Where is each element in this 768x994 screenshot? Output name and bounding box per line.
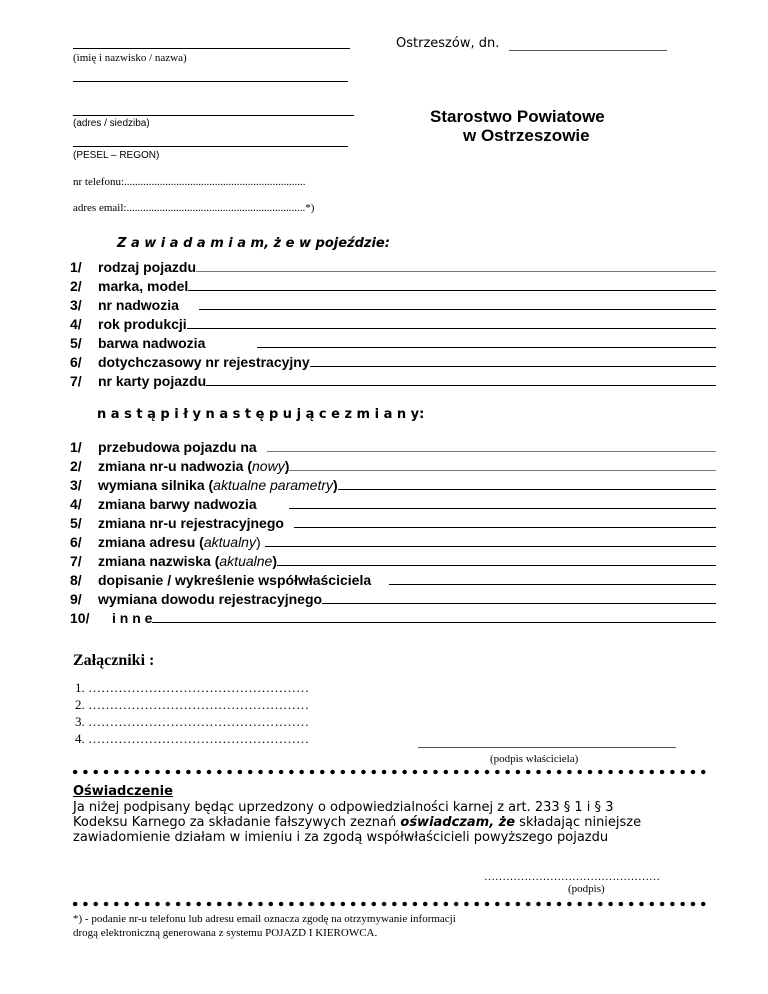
field-number: 9/ <box>70 591 82 607</box>
field-number: 3/ <box>70 297 82 313</box>
field-line[interactable] <box>289 507 716 509</box>
changes-heading: n a s t ą p i ł y n a s t ę p u j ą c e z m i a n y: <box>97 407 425 422</box>
change-field-row[interactable] <box>70 551 716 569</box>
attachment-item[interactable]: 1. …………………………………………… <box>75 680 309 695</box>
field-label: przebudowa pojazdu na <box>98 439 257 455</box>
attachment-item[interactable]: 2. …………………………………………… <box>75 697 309 712</box>
field-number: 4/ <box>70 316 82 332</box>
field-label: rok produkcji <box>98 316 187 332</box>
change-field-row[interactable] <box>70 608 716 626</box>
field-label: zmiana adresu ( <box>98 534 204 550</box>
field-number: 1/ <box>70 439 82 455</box>
field-line[interactable] <box>206 384 716 386</box>
field-line[interactable] <box>188 289 716 291</box>
signature-caption: (podpis) <box>568 883 605 895</box>
declaration-line-1: Ja niżej podpisany będąc uprzedzony o odpowiedzialności karnej z art. 233 § 1 i § 3 <box>73 800 614 815</box>
field-label: nr karty pojazdu <box>98 373 207 389</box>
footnote-line-1: *) - podanie nr-u telefonu lub adresu email oznacza zgodę na otrzymywanie informacji <box>73 913 456 925</box>
location-date-label: Ostrzeszów, dn. <box>396 36 500 51</box>
field-number: 6/ <box>70 354 82 370</box>
dotted-divider <box>70 768 710 776</box>
field-label-suffix: ) <box>272 553 277 569</box>
change-field-row[interactable] <box>70 570 716 588</box>
vehicle-field-row[interactable] <box>70 276 716 294</box>
name-field-line[interactable] <box>73 48 350 49</box>
email-field[interactable]: adres email:.................................................................*) <box>73 202 315 214</box>
field-label: zmiana nr-u nadwozia ( <box>98 458 253 474</box>
owner-signature-line[interactable] <box>418 747 676 748</box>
field-label: zmiana nazwiska ( <box>98 553 220 569</box>
vehicle-field-row[interactable] <box>70 314 716 332</box>
footnote-line-2: drogą elektroniczną generowana z systemu POJAZD I KIEROWCA. <box>73 927 378 939</box>
field-line[interactable] <box>265 545 716 547</box>
field-line[interactable] <box>152 621 716 623</box>
field-label-italic: aktualne <box>219 553 273 569</box>
date-field-line[interactable] <box>509 50 667 51</box>
field-label-suffix: ) <box>333 477 338 493</box>
field-number: 7/ <box>70 373 82 389</box>
field-line[interactable] <box>267 450 716 452</box>
field-label: nr nadwozia <box>98 297 179 313</box>
name-field-line-2[interactable] <box>73 81 348 82</box>
field-line[interactable] <box>289 469 716 471</box>
dotted-divider <box>70 900 710 908</box>
signature-dots[interactable]: ………………………………………… <box>484 871 660 883</box>
field-label: i n n e <box>112 610 153 626</box>
declaration-line-2-end: składając niniejsze <box>515 815 642 830</box>
field-label: zmiana nr-u rejestracyjnego <box>98 515 284 531</box>
vehicle-field-row[interactable] <box>70 295 716 313</box>
field-line[interactable] <box>294 526 716 528</box>
field-line[interactable] <box>338 488 716 490</box>
pesel-field-line[interactable] <box>73 146 348 147</box>
vehicle-field-row[interactable] <box>70 257 716 275</box>
name-caption: (imię i nazwisko / nazwa) <box>73 52 187 64</box>
declaration-emphasis: oświadczam, że <box>400 815 516 830</box>
field-label: dopisanie / wykreślenie współwłaściciela <box>98 572 372 588</box>
field-label-italic: nowy <box>252 458 285 474</box>
attachment-item[interactable]: 3. …………………………………………… <box>75 714 309 729</box>
field-label: rodzaj pojazdu <box>98 259 196 275</box>
field-label-suffix: ) <box>255 534 261 550</box>
change-field-row[interactable] <box>70 475 716 493</box>
field-number: 6/ <box>70 534 82 550</box>
declaration-line-2 <box>73 815 641 830</box>
field-label-italic: aktualny <box>203 534 256 550</box>
field-number: 1/ <box>70 259 82 275</box>
pesel-caption: (PESEL – REGON) <box>73 150 160 161</box>
change-field-row[interactable] <box>70 456 716 474</box>
owner-signature-caption: (podpis właściciela) <box>490 753 579 765</box>
recipient-line-2: w Ostrzeszowie <box>463 126 590 145</box>
field-line[interactable] <box>277 564 716 566</box>
field-line[interactable] <box>322 602 716 604</box>
change-field-row[interactable] <box>70 437 716 455</box>
field-label: zmiana barwy nadwozia <box>98 496 257 512</box>
field-number: 3/ <box>70 477 82 493</box>
address-caption: (adres / siedziba) <box>73 118 150 129</box>
declaration-line-2-start: Kodeksu Karnego za składanie fałszywych zeznań <box>73 815 401 830</box>
field-label-italic: aktualne parametry <box>213 477 334 493</box>
change-field-row[interactable] <box>70 513 716 531</box>
field-label: marka, model <box>98 278 189 294</box>
field-label: dotychczasowy nr rejestracyjny <box>98 354 310 370</box>
field-line[interactable] <box>196 270 716 272</box>
notice-heading: Z a w i a d a m i a m, ż e w pojeździe: <box>117 236 390 251</box>
field-number: 4/ <box>70 496 82 512</box>
field-line[interactable] <box>187 327 716 329</box>
recipient-line-1: Starostwo Powiatowe <box>430 107 605 126</box>
change-field-row[interactable] <box>70 589 716 607</box>
field-line[interactable] <box>389 583 716 585</box>
field-line[interactable] <box>257 346 716 348</box>
field-label-suffix: ) <box>284 458 290 474</box>
attachment-item[interactable]: 4. …………………………………………… <box>75 731 309 746</box>
change-field-row[interactable] <box>70 494 716 512</box>
field-number: 2/ <box>70 458 82 474</box>
field-number: 5/ <box>70 335 82 351</box>
field-number: 7/ <box>70 553 82 569</box>
field-line[interactable] <box>199 308 716 310</box>
declaration-line-3: zawiadomienie działam w imieniu i za zgodą współwłaścicieli powyższego pojazdu <box>73 830 609 845</box>
field-label: wymiana silnika ( <box>98 477 214 493</box>
field-number: 8/ <box>70 572 82 588</box>
vehicle-field-row[interactable] <box>70 333 716 351</box>
field-number: 5/ <box>70 515 82 531</box>
field-label: barwa nadwozia <box>98 335 206 351</box>
change-field-row[interactable] <box>70 532 716 550</box>
attachments-heading: Załączniki : <box>73 652 155 669</box>
declaration-heading: Oświadczenie <box>73 784 173 799</box>
field-number: 2/ <box>70 278 82 294</box>
phone-field[interactable]: nr telefonu:.................................................................. <box>73 176 306 188</box>
field-line[interactable] <box>310 365 716 367</box>
vehicle-field-row[interactable] <box>70 352 716 370</box>
vehicle-field-row[interactable] <box>70 371 716 389</box>
field-label: wymiana dowodu rejestracyjnego <box>98 591 323 607</box>
field-number: 10/ <box>70 610 90 626</box>
address-field-line[interactable] <box>73 115 354 116</box>
